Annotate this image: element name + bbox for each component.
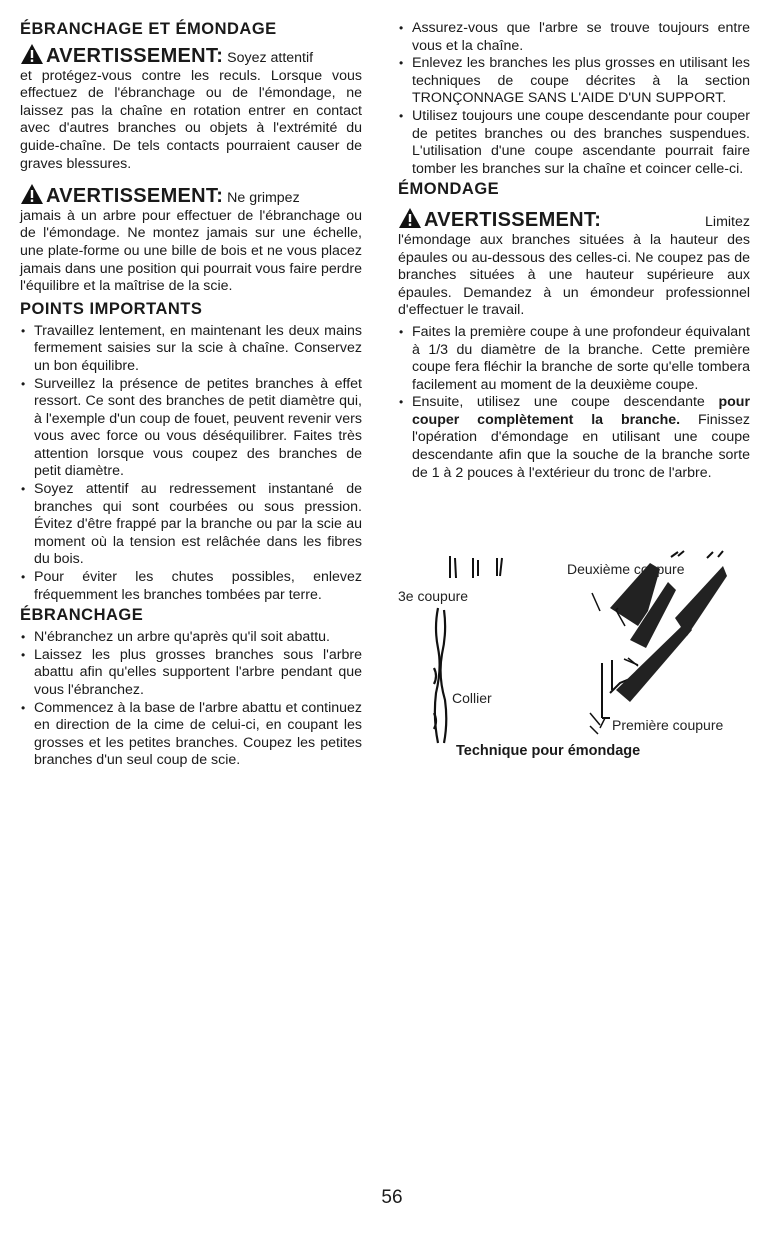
warning-title: AVERTISSEMENT: <box>20 185 223 207</box>
label-third-cut: 3e coupure <box>398 588 469 604</box>
list-item: • Laissez les plus grosses branches sous l'arbre abattu afin qu'elles supportent l'arbre pendant que vous l'ébranchez. <box>20 647 362 700</box>
points-list <box>20 323 362 605</box>
left-column <box>20 20 362 772</box>
list-item: • Commencez à la base de l'arbre abattu et continuez en direction de la cime de celui-ci, en coupant les grosses et les petites branches. Coupez les petites branches d'un seul coup de scie. <box>20 700 362 770</box>
label-second-cut: Deuxième coupure <box>567 561 685 577</box>
right-column <box>398 20 750 484</box>
list-item: • Surveillez la présence de petites branches à effet ressort. Ce sont des branches de petit diamètre qui, à l'exemple d'un coup de fouet, peuvent revenir vers vous avec force ou vous déséquilibrer. Faites très attention lorsque vous coupez des branches de petit diamètre. <box>20 376 362 482</box>
list-item: • Assurez-vous que l'arbre se trouve toujours entre vous et la chaîne. <box>398 20 750 55</box>
section-heading-ebranchage: ÉBRANCHAGE <box>20 606 144 625</box>
list-item: • Enlevez les branches les plus grosses en utilisant les techniques de coupe décrites à la section TRONÇONNAGE SANS L'AIDE D'UN SUPPORT. <box>398 55 750 108</box>
warning-triangle-icon <box>398 207 422 229</box>
warning-body: l'émondage aux branches situées à la hauteur des épaules ou au-dessous des celles-ci. Ne coupez pas de branches situées à une hauteur supérieure aux épaules. Demandez à un émondeur professionnel d'effectuer le travail. <box>398 231 750 319</box>
warning-lead: Soyez attentif <box>223 50 314 66</box>
ebranchage-continued-list <box>398 20 750 178</box>
figure-caption: Technique pour émondage <box>456 743 641 759</box>
section-heading-points: POINTS IMPORTANTS <box>20 299 203 318</box>
list-item: • Faites la première coupe à une profondeur équivalant à 1/3 du diamètre de la branche. Cette première coupe fera fléchir la branche de sorte qu'elle tombera facilement au moment de la deuxième coupe. <box>398 324 750 394</box>
page-number: 56 <box>381 1187 403 1208</box>
section-heading-emondage: ÉMONDAGE <box>398 180 500 199</box>
warning-body: et protégez-vous contre les reculs. Lorsque vous effectuez de l'ébranchage ou de l'émondage, ne laissez pas la chaîne en rotation entrer en contact avec d'autres branches ou objets à l'extrémité du guide-chaîne. De tels contacts pourraient causer de graves blessures. <box>20 67 362 172</box>
warning-lead: Ne grimpez <box>223 190 300 207</box>
warning-body: jamais à un arbre pour effectuer de l'ébranchage ou de l'émondage. Ne montez jamais sur une échelle, une plate-forme ou une bille de bois et ne vous placez jamais dans une position qui pourrait vous faire perdre l'équilibre et la maîtrise de la scie. <box>20 207 362 295</box>
list-item: • Soyez attentif au redressement instantané de branches qui sont courbées ou sous pression. Évitez d'être frappé par la branche ou par la scie au moment où la tension est relâchée dans les fibres du bois. <box>20 481 362 569</box>
branch-first-cut-illustration <box>616 622 692 702</box>
label-first-cut: Première coupure <box>612 717 724 733</box>
warning-no-climb <box>20 183 362 296</box>
warning-lead: Limitez <box>705 214 750 231</box>
list-item: • Pour éviter les chutes possibles, enlevez fréquemment les branches tombées par terre. <box>20 569 362 604</box>
pruning-technique-figure <box>398 548 750 763</box>
warning-shoulder-height <box>398 207 750 320</box>
tree-trunk-illustration <box>434 608 446 743</box>
ebranchage-list <box>20 629 362 770</box>
warning-kickback <box>20 43 362 173</box>
list-item: • Utilisez toujours une coupe descendante pour couper de petites branches ou des branches suspendues. L'utilisation d'une coupe ascendante pourrait faire tomber les branches sur la chaîne et coincer celle-ci. <box>398 108 750 178</box>
warning-title: AVERTISSEMENT: <box>398 207 601 230</box>
section-heading-ebranchage-emondage: ÉBRANCHAGE ET ÉMONDAGE <box>20 20 277 38</box>
emondage-list <box>398 324 750 482</box>
warning-triangle-icon <box>20 43 44 65</box>
warning-triangle-icon <box>20 183 44 205</box>
warning-title: AVERTISSEMENT: <box>20 45 223 67</box>
list-item: • Travaillez lentement, en maintenant les deux mains fermement saisies sur la scie à chaîne. Conservez un bon équilibre. <box>20 323 362 376</box>
list-item: • Ensuite, utilisez une coupe descendante pour couper complètement la branche. Finissez l'opération d'émondage en utilisant une coupe descendante afin que la souche de la branche sorte de 1 à 2 pouces à l'extérieur du tronc de l'arbre. <box>398 394 750 482</box>
label-collar: Collier <box>452 690 492 706</box>
list-item: • N'ébranchez un arbre qu'après qu'il soit abattu. <box>20 629 362 647</box>
